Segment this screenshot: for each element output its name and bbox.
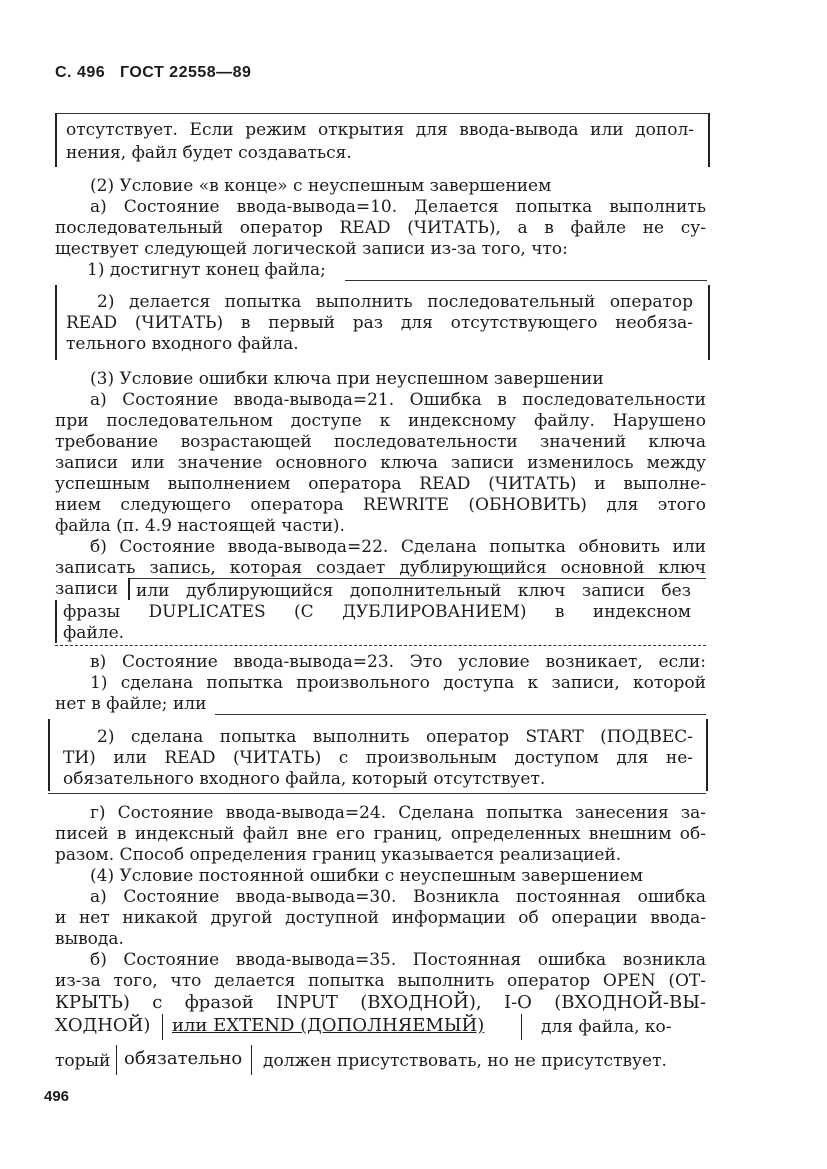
text-line: а) Состояние ввода-вывода=30. Возникла постоянная ошибка — [90, 887, 706, 907]
text-line: или дублирующийся дополнительный ключ записи без — [136, 581, 691, 601]
text-line: а) Состояние ввода-вывода=10. Делается попытка выполнить — [90, 197, 706, 217]
text-line: требование возрастающей последовательности значений ключа — [55, 432, 706, 452]
text-line: файле. — [63, 623, 125, 643]
text-line: записи — [55, 579, 118, 599]
page-number: 496 — [44, 1088, 70, 1105]
text-line: или EXTEND (ДОПОЛНЯЕМЫЙ) — [172, 1015, 485, 1036]
text-line: б) Состояние ввода-вывода=35. Постоянная ошибка возникла — [90, 950, 706, 970]
page-reference: С. 496 — [55, 64, 106, 81]
text-line: тельного входного файла. — [66, 334, 299, 354]
text-line: б) Состояние ввода-вывода=22. Сделана попытка обновить или — [90, 537, 706, 557]
text-line: в) Состояние ввода-вывода=23. Это условие возникает, если: — [90, 652, 706, 672]
text-line: фразы DUPLICATES (С ДУБЛИРОВАНИЕМ) в индексном — [63, 602, 691, 622]
text-line: ществует следующей логической записи из-за того, что: — [55, 239, 568, 259]
text-line: 2) делается попытка выполнить последовательный оператор — [97, 292, 693, 312]
text-line: 2) сделана попытка выполнить оператор START (ПОДВЕС- — [97, 727, 693, 747]
box-top-rule — [215, 714, 706, 715]
text-line: нения, файл будет создаваться. — [66, 143, 352, 163]
text-line: обязательного входного файла, который отсутствует. — [63, 769, 546, 789]
text-line: файла (п. 4.9 настоящей части). — [55, 516, 345, 536]
text-line: READ (ЧИТАТЬ) в первый раз для отсутствующего необяза- — [66, 313, 693, 333]
text-line: г) Состояние ввода-вывода=24. Сделана попытка занесения за- — [90, 803, 706, 823]
box-bottom-rule — [55, 645, 706, 646]
standard-title: ГОСТ 22558—89 — [119, 64, 252, 81]
text-line: должен присутствовать, но не присутствует. — [263, 1051, 667, 1071]
text-line: торый — [55, 1051, 111, 1071]
box-top-rule — [345, 280, 707, 281]
text-line: вывода. — [55, 929, 124, 949]
text-line: последовательный оператор READ (ЧИТАТЬ), а в файле не су- — [55, 218, 706, 238]
text-line: 1) сделана попытка произвольного доступа к записи, которой — [90, 673, 706, 693]
text-line: отсутствует. Если режим открытия для ввода-вывода или допол- — [66, 120, 694, 140]
section-heading: (3) Условие ошибки ключа при неуспешном завершении — [90, 369, 604, 389]
text-line: для файла, ко- — [541, 1017, 672, 1037]
text-line: и нет никакой другой доступной информации об операции ввода- — [55, 908, 706, 928]
section-heading: (2) Условие «в конце» с неуспешным завершением — [90, 176, 552, 196]
running-header — [55, 64, 251, 82]
box-bottom-rule — [48, 793, 706, 794]
text-line: записать запись, которая создает дублирующийся основной ключ — [55, 558, 706, 578]
text-line: ХОДНОЙ) — [55, 1015, 151, 1036]
text-line: нием следующего оператора REWRITE (ОБНОВИТЬ) для этого — [55, 495, 706, 515]
text-line: разом. Способ определения границ указывается реализацией. — [55, 845, 622, 865]
text-line: обязательно — [124, 1048, 243, 1069]
text-line: нет в файле; или — [55, 694, 207, 714]
text-line: успешным выполнением оператора READ (ЧИТАТЬ) и выполне- — [55, 474, 706, 494]
text-line: ТИ) или READ (ЧИТАТЬ) с произвольным доступом для не- — [63, 748, 693, 768]
text-line: а) Состояние ввода-вывода=21. Ошибка в последовательности — [90, 390, 706, 410]
text-line: из-за того, что делается попытка выполнить оператор OPEN (ОТ- — [55, 971, 706, 991]
list-item: 1) достигнут конец файла; — [87, 260, 326, 280]
text-line: записи или значение основного ключа записи изменилось между — [55, 453, 706, 473]
text-line: КРЫТЬ) с фразой INPUT (ВХОДНОЙ), I-O (ВХОДНОЙ-ВЫ- — [55, 992, 706, 1013]
text-line: при последовательном доступе к индексному файлу. Нарушено — [55, 411, 706, 431]
text-line: писей в индексный файл вне его границ, определенных внешним об- — [55, 824, 706, 844]
section-heading: (4) Условие постоянной ошибки с неуспешным завершением — [90, 866, 643, 886]
